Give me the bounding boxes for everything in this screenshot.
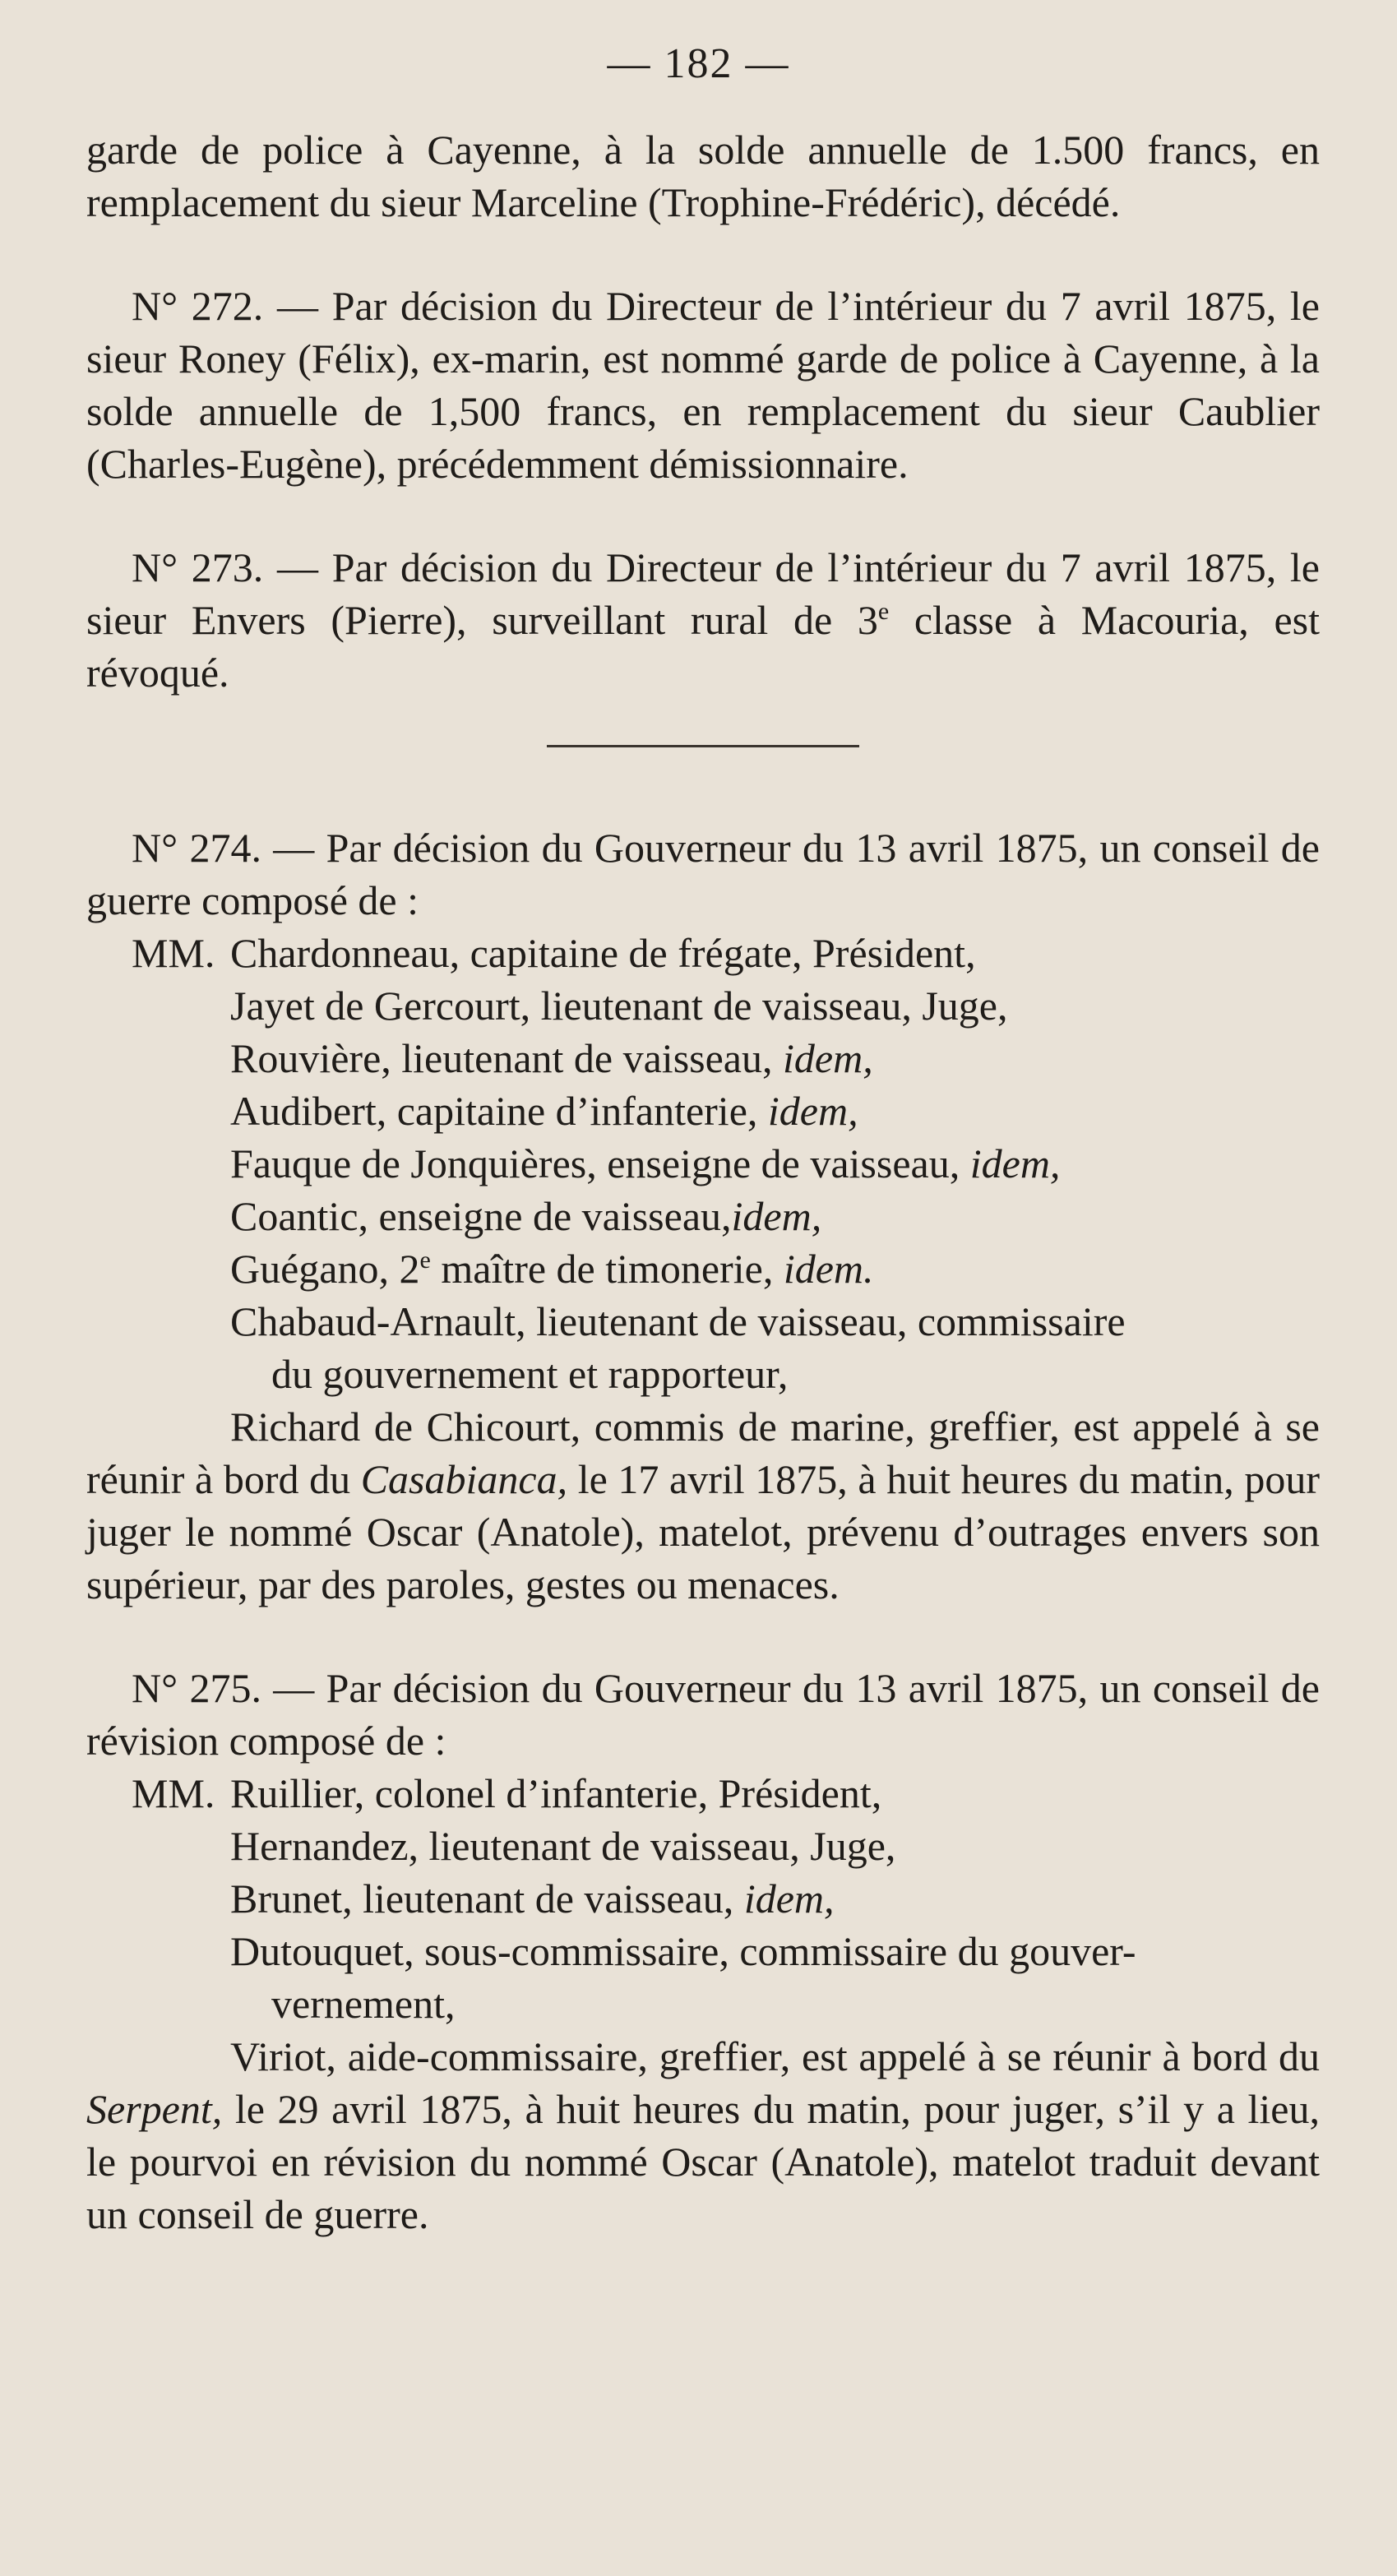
- council-274-member-7-idem: idem.: [783, 1246, 874, 1292]
- council-274-member-7: [86, 1242, 1320, 1295]
- decision-273-paragraph: [86, 541, 1320, 699]
- council-274-ship-name: Casabianca,: [360, 1456, 568, 1502]
- council-274-mm-label: MM.: [132, 930, 215, 976]
- council-274-member-6-text: Coantic, enseigne de vaisseau,: [230, 1193, 732, 1239]
- page-body: [86, 123, 1320, 2241]
- council-275-mm-label: MM.: [132, 1770, 215, 1816]
- section-divider: [547, 745, 859, 747]
- council-275-member-4-text-b: vernement,: [271, 1981, 456, 2027]
- council-274-member-4: [86, 1085, 1320, 1137]
- council-274-member-6-idem: idem,: [731, 1193, 822, 1239]
- council-274-member-4-idem: idem,: [767, 1088, 858, 1134]
- council-275-closing: [86, 2030, 1320, 2241]
- council-274-member-6: [86, 1190, 1320, 1242]
- council-274-member-5: [86, 1137, 1320, 1190]
- council-274-member-3-text: Rouvière, lieutenant de vaisseau,: [230, 1035, 773, 1081]
- council-274-member-5-idem: idem,: [969, 1140, 1061, 1186]
- council-274-member-4-text: Audibert, capitaine d’infanterie,: [230, 1088, 758, 1134]
- council-274-member-row: [86, 927, 1320, 979]
- council-275-member-2: Hernandez, lieutenant de vaisseau, Juge,: [230, 1823, 896, 1869]
- council-275-ship-name: Serpent,: [86, 2086, 223, 2132]
- council-274-member-5-text: Fauque de Jonquières, enseigne de vaisseau,: [230, 1140, 960, 1186]
- council-274-closing-text-b: le 17 avril 1875, à huit heures du matin, pour juger le nommé Oscar (Anatole), matelot, prévenu d’outrages envers son supérieur, par des paroles, gestes ou menaces.: [86, 1456, 1320, 1607]
- council-275-member-1: Ruillier, colonel d’infanterie, Président,: [230, 1770, 882, 1816]
- council-275-member-4-text-a: Dutouquet, sous-commissaire, commissaire du gouver-: [230, 1928, 1136, 1974]
- decision-273-superscript: e: [877, 598, 890, 625]
- council-274-member-7-text-a: Guégano, 2: [230, 1246, 420, 1292]
- intro-paragraph: garde de police à Cayenne, à la solde annuelle de 1.500 francs, en remplacement du sieur Marceline (Trophine-Frédéric), décédé.: [86, 127, 1320, 225]
- council-274-member-8-text-b: du gouvernement et rapporteur,: [271, 1351, 789, 1397]
- council-274-member-2: Jayet de Gercourt, lieutenant de vaisseau, Juge,: [230, 983, 1008, 1029]
- council-274-member-7-superscript: e: [419, 1246, 431, 1274]
- council-275-member-3: [86, 1872, 1320, 1925]
- council-274-member-7-text-b: maître de timonerie,: [430, 1246, 774, 1292]
- council-274-member-3: [86, 1032, 1320, 1085]
- council-274-closing-text-a: Richard de Chicourt, commis de marine, greffier, est appelé à se réunir à bord du: [86, 1404, 1320, 1502]
- council-275-closing-text-b: le 29 avril 1875, à huit heures du matin, pour juger, s’il y a lieu, le pourvoi en révision du nommé Oscar (Anatole), matelot traduit devant un conseil de guerre.: [86, 2086, 1320, 2237]
- council-275-member-4: [86, 1925, 1320, 2030]
- decision-275-paragraph: N° 275. — Par décision du Gouverneur du 13 avril 1875, un conseil de révision composé de :: [86, 1665, 1320, 1764]
- council-274-member-8: [86, 1295, 1320, 1400]
- council-274-closing: [86, 1400, 1320, 1611]
- council-275-member-row: [86, 1767, 1320, 1820]
- council-274-member-8-text-a: Chabaud-Arnault, lieutenant de vaisseau, commissaire: [230, 1298, 1126, 1344]
- decision-274-paragraph: N° 274. — Par décision du Gouverneur du 13 avril 1875, un conseil de guerre composé de :: [86, 825, 1320, 923]
- decision-273-text-a: N° 273. — Par décision du Directeur de l’intérieur du 7 avril 1875, le sieur Envers (Pierre), surveillant rural de 3: [86, 544, 1320, 643]
- council-275-closing-text-a: Viriot, aide-commissaire, greffier, est appelé à se réunir à bord du: [230, 2033, 1320, 2079]
- decision-272-paragraph: N° 272. — Par décision du Directeur de l’intérieur du 7 avril 1875, le sieur Roney (Félix), ex-marin, est nommé garde de police à Cayenne, à la solde annuelle de 1,500 francs, en remplacement du sieur Caublier (Charles-Eugène), précédemment démissionnaire.: [86, 283, 1320, 487]
- page-number: — 182 —: [607, 40, 790, 87]
- council-275-member-3-text: Brunet, lieutenant de vaisseau,: [230, 1875, 734, 1922]
- council-274-member-1: Chardonneau, capitaine de frégate, Président,: [230, 930, 976, 976]
- decision-273-text-b: classe à Macouria, est révoqué.: [86, 597, 1320, 696]
- council-274-member-3-idem: idem,: [783, 1035, 873, 1081]
- council-275-member-3-idem: idem,: [743, 1875, 835, 1922]
